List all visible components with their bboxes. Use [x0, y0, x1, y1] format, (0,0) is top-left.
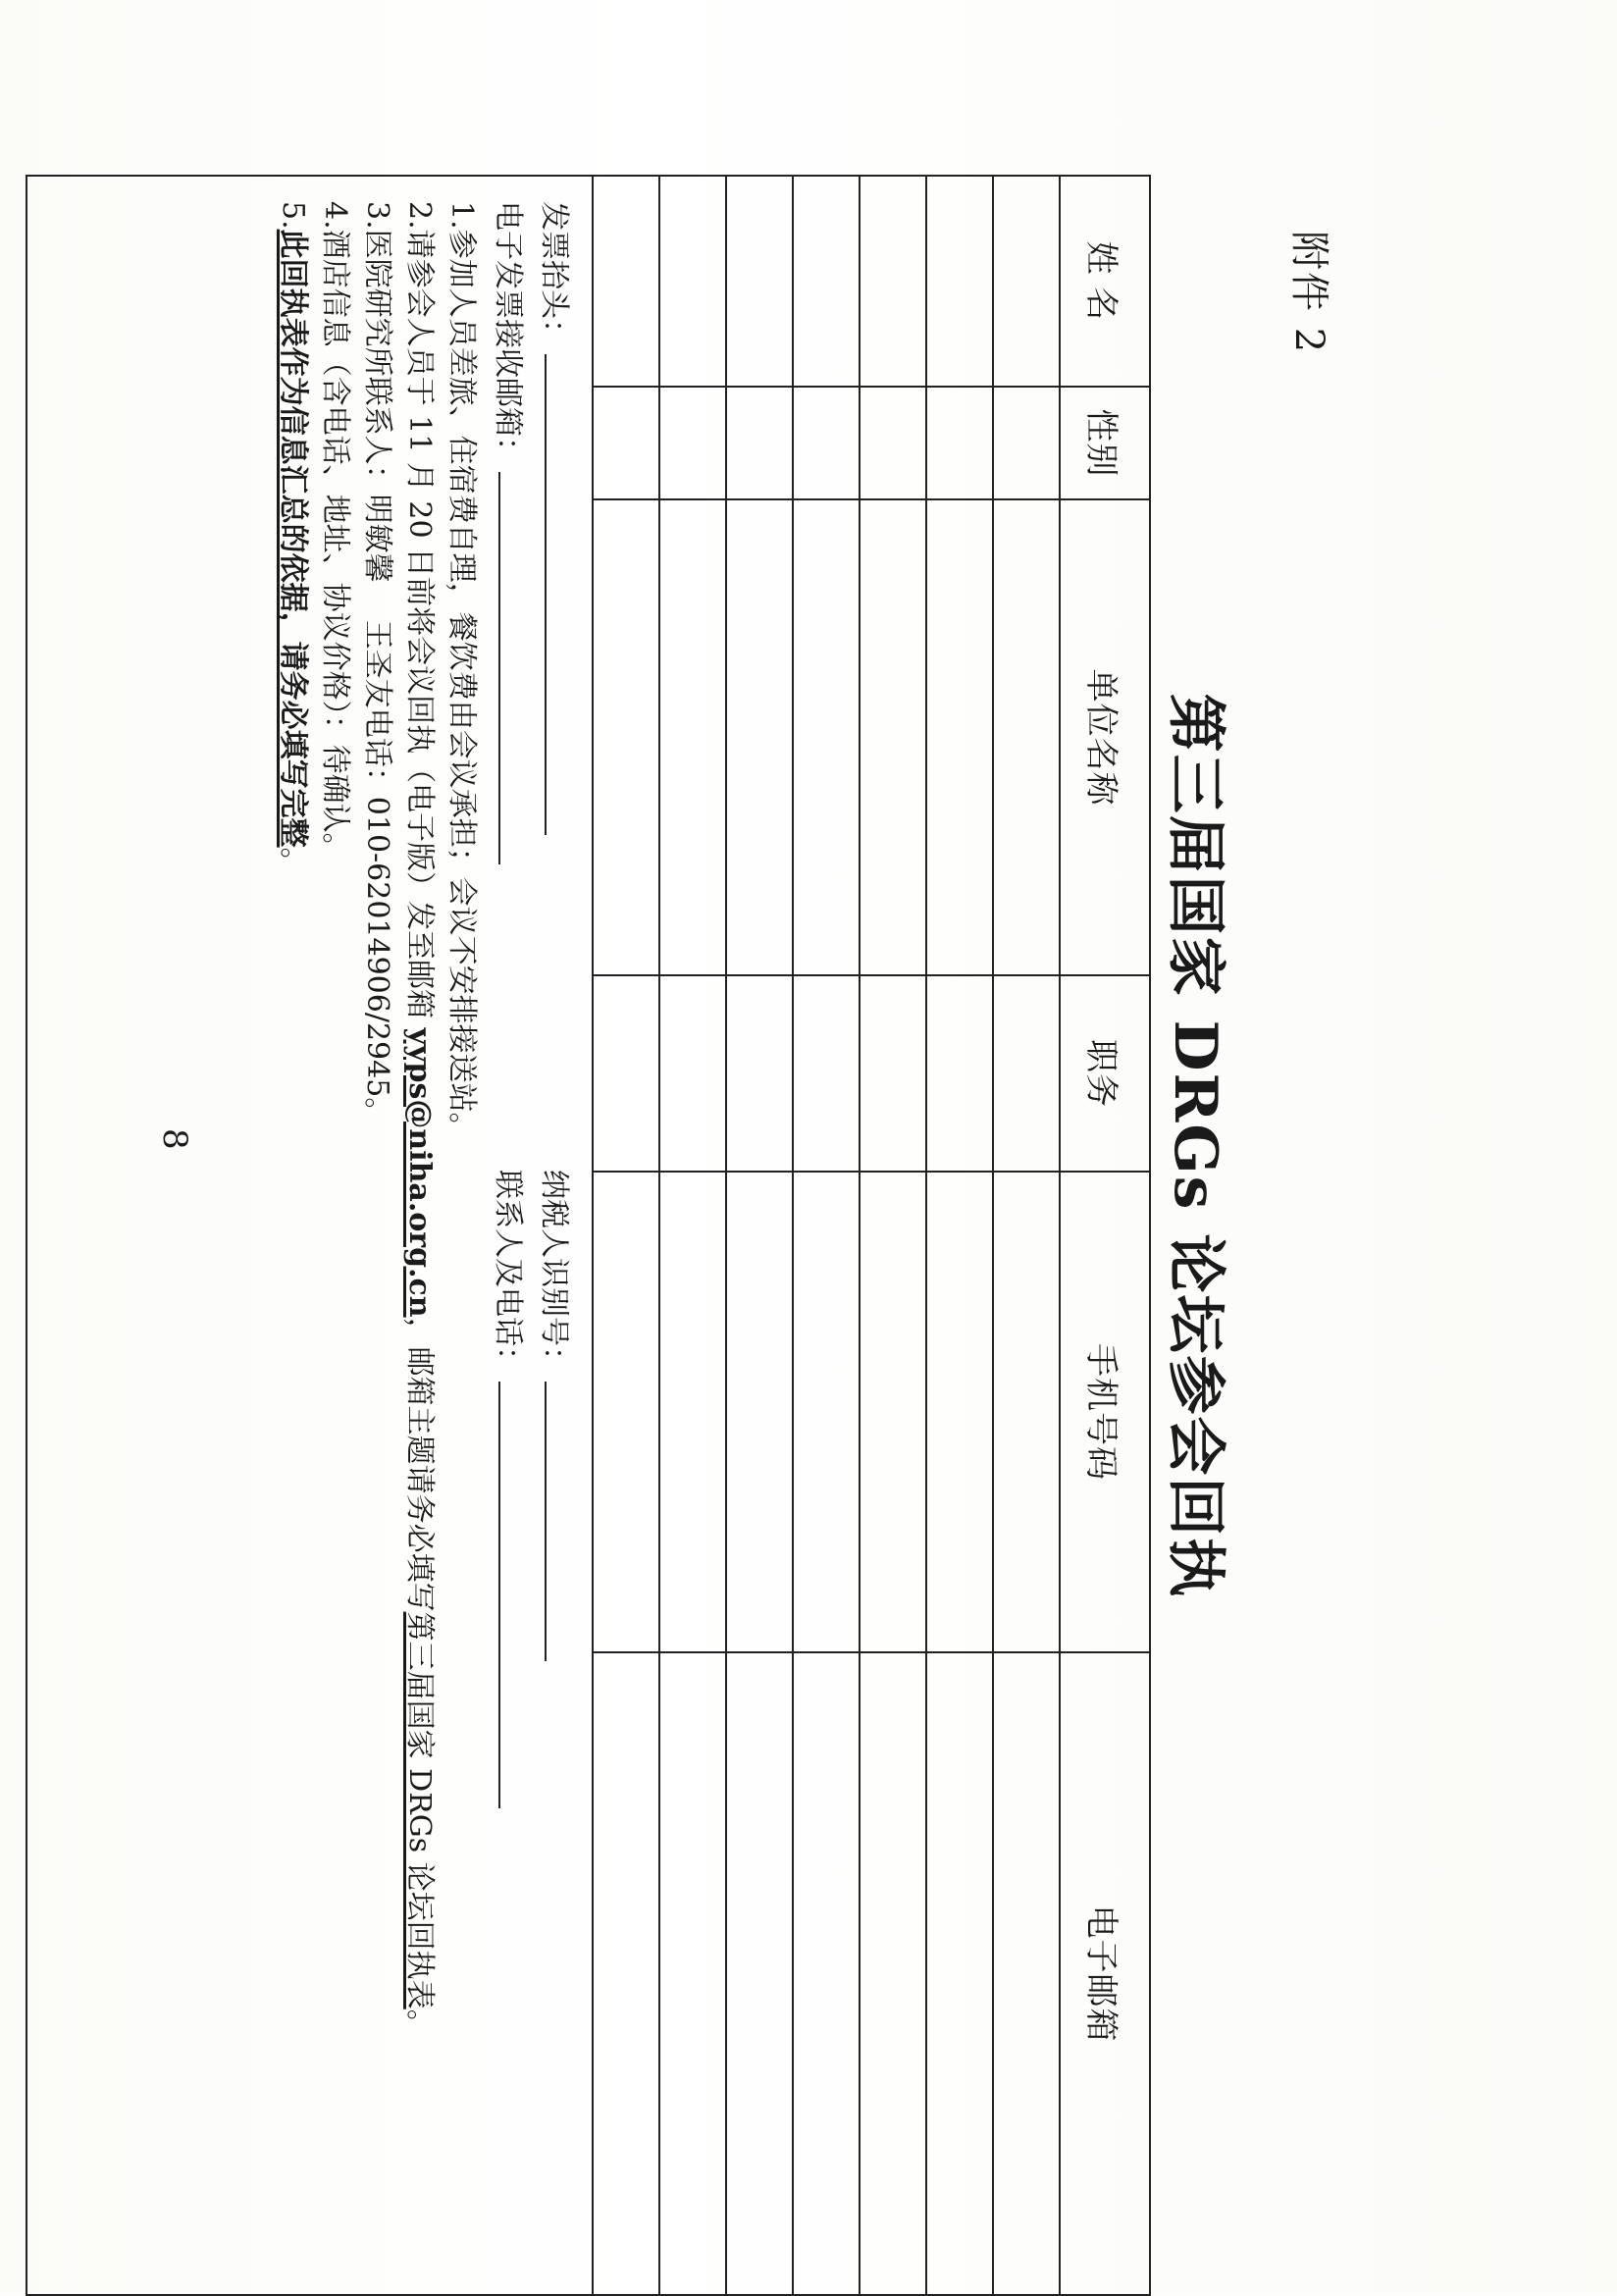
cell-position[interactable] [926, 975, 993, 1172]
cell-name[interactable] [593, 176, 659, 387]
taxpayer-id-label: 纳税人识别号： [537, 1170, 571, 1376]
header-name: 姓 名 [1060, 176, 1150, 387]
cell-email[interactable] [726, 1652, 793, 2295]
cell-position[interactable] [726, 975, 793, 1172]
taxpayer-id-field[interactable] [545, 1382, 572, 1661]
cell-name[interactable] [659, 176, 726, 387]
cell-phone[interactable] [926, 1172, 993, 1652]
cell-phone[interactable] [593, 1172, 659, 1652]
note-3: 3.医院研究所联系人：明敏馨 王圣友电话：010-62014906/2945。 [360, 201, 394, 1127]
cell-email[interactable] [793, 1652, 860, 2295]
contact-label: 联系人及电话： [491, 1170, 525, 1376]
cell-phone[interactable] [860, 1172, 926, 1652]
header-phone: 手机号码 [1060, 1172, 1150, 1652]
note-2-end: 。 [402, 2009, 437, 2039]
cell-name[interactable] [993, 176, 1060, 387]
cell-unit[interactable] [726, 499, 793, 975]
invoice-email-field[interactable] [498, 472, 526, 864]
invoice-email-label: 电子发票接收邮箱： [491, 201, 525, 466]
contact-field[interactable] [498, 1382, 526, 1808]
cell-gender[interactable] [860, 387, 926, 499]
cell-unit[interactable] [659, 499, 726, 975]
cell-gender[interactable] [993, 387, 1060, 499]
page-number: 8 [155, 1128, 194, 1150]
table-row [793, 176, 860, 2295]
cell-position[interactable] [593, 975, 659, 1172]
cell-phone[interactable] [793, 1172, 860, 1652]
cell-name[interactable] [926, 176, 993, 387]
info-notes-cell [26, 176, 593, 2295]
cell-unit[interactable] [926, 499, 993, 975]
table-row [860, 176, 926, 2295]
table-row [993, 176, 1060, 2295]
table-row [726, 176, 793, 2295]
cell-gender[interactable] [593, 387, 659, 499]
cell-email[interactable] [993, 1652, 1060, 2295]
header-gender: 性别 [1060, 387, 1150, 499]
cell-email[interactable] [860, 1652, 926, 2295]
cell-position[interactable] [993, 975, 1060, 1172]
cell-unit[interactable] [860, 499, 926, 975]
cell-unit[interactable] [993, 499, 1060, 975]
attachment-label: 附件 2 [1286, 231, 1331, 355]
note-5-prefix: 5. [276, 201, 310, 230]
cell-name[interactable] [793, 176, 860, 387]
cell-phone[interactable] [993, 1172, 1060, 1652]
cell-phone[interactable] [726, 1172, 793, 1652]
cell-phone[interactable] [659, 1172, 726, 1652]
note-4: 4.酒店信息（含电话、地址、协议价格）：待确认。 [318, 201, 352, 862]
header-unit: 单位名称 [1060, 499, 1150, 975]
note-1: 1.参加人员差旅、住宿费自理，餐饮费由会议承担；会议不安排接送站。 [444, 201, 479, 1142]
invoice-title-label: 发票抬头： [537, 201, 571, 348]
invoice-title-field[interactable] [545, 354, 572, 835]
table-row [659, 176, 726, 2295]
cell-gender[interactable] [726, 387, 793, 499]
note-5 [275, 201, 318, 877]
invoice-title-line [536, 201, 579, 835]
note-5-body: 此回执表作为信息汇总的依据，请务必填写完整 [276, 229, 310, 848]
table-header-row [1060, 176, 1150, 2295]
table-row [593, 176, 659, 2295]
note-2-subject: 第三届国家 DRGs 论坛回执表 [402, 1611, 437, 2009]
note-2-prefix: 2.请参会人员于 11 月 20 日前将会议回执（电子版）发至邮箱 [402, 201, 437, 1028]
cell-position[interactable] [659, 975, 726, 1172]
note-2-email-link[interactable]: yyps@niha.org.cn [402, 1027, 437, 1318]
table-row [926, 176, 993, 2295]
note-5-end: 。 [276, 847, 310, 877]
cell-unit[interactable] [793, 499, 860, 975]
note-2-mid: ，邮箱主题请务必填写 [402, 1317, 437, 1612]
cell-gender[interactable] [793, 387, 860, 499]
cell-email[interactable] [593, 1652, 659, 2295]
header-email: 电子邮箱 [1060, 1652, 1150, 2295]
invoice-email-line [490, 201, 533, 864]
cell-position[interactable] [793, 975, 860, 1172]
header-position: 职务 [1060, 975, 1150, 1172]
cell-unit[interactable] [593, 499, 659, 975]
cell-name[interactable] [860, 176, 926, 387]
cell-name[interactable] [726, 176, 793, 387]
contact-line [490, 1170, 533, 1808]
taxpayer-id-line [536, 1170, 579, 1661]
document-title: 第三届国家 DRGs 论坛参会回执 [1161, 693, 1229, 1599]
cell-position[interactable] [860, 975, 926, 1172]
cell-gender[interactable] [659, 387, 726, 499]
registration-table [26, 175, 1151, 2296]
cell-gender[interactable] [926, 387, 993, 499]
info-row [26, 176, 593, 2295]
cell-email[interactable] [659, 1652, 726, 2295]
cell-email[interactable] [926, 1652, 993, 2295]
info-notes-wrap [27, 177, 592, 2294]
note-2 [401, 201, 444, 2039]
